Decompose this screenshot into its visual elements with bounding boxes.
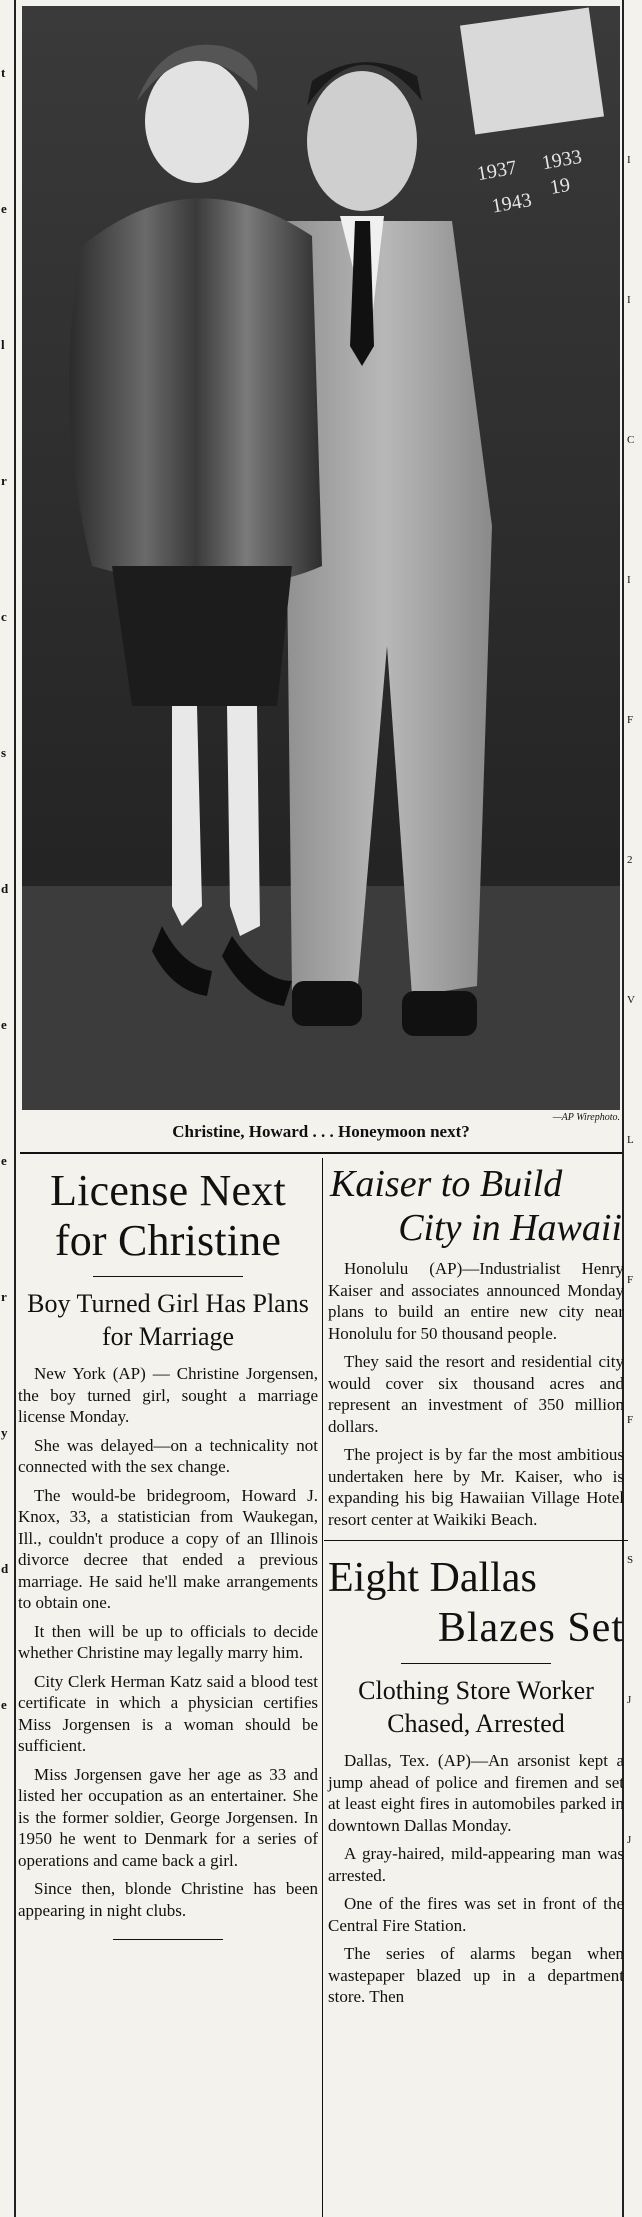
story-dallas-subhead: Clothing Store Worker Chased, Arrested [358,1676,594,1738]
story-license-subhead: Boy Turned Girl Has Plans for Marriage [27,1289,309,1351]
edge-fragment: 2 [627,854,633,866]
edge-fragment: e [1,1697,7,1712]
edge-fragment: F [627,1274,634,1286]
paragraph: The would-be bridegroom, Howard J. Knox, 33, a statistician from Waukegan, Ill., couldn't produce a copy of an Illinois divorce decree that ended a previous marriage. He said he'll make arrangements to obtain one. [18,1485,318,1612]
paragraph: She was delayed—on a technicality not connected with the sex change. [18,1435,318,1476]
headline-line-1: Kaiser to Build [330,1163,563,1205]
edge-fragment: d [1,881,9,896]
edge-fragment: t [1,65,6,80]
headline-rule [93,1276,243,1277]
story-kaiser-body [328,1258,624,1530]
headline-line-2: for Christine [54,1216,282,1265]
paragraph: The project is by far the most ambitious undertaken here by Mr. Kaiser, who is expanding his big Hawaiian Village Hotel resort center at Waikiki Beach. [328,1445,624,1529]
story-license [18,1160,318,1940]
edge-fragment: S [627,1554,634,1566]
right-edge-fragments [622,0,642,2217]
paragraph: City Clerk Herman Katz said a blood test certificate in which a physician certifies Miss Jorgensen is a woman should be sufficient. [18,1671,318,1755]
photo-image [22,6,620,1110]
story-end-rule [113,1939,223,1940]
paragraph: Dallas, Tex. (AP)—An arsonist kept a jump ahead of police and firemen and set at least eight fires in automobiles parked in downtown Dallas Monday. [328,1751,624,1835]
paragraph: Miss Jorgensen gave her age as 33 and listed her occupation as an entertainer. She is the former soldier, George Jorgensen. In 1950 he went to Denmark for a series of operations and came back a girl. [18,1764,318,1870]
story-kaiser-headline [328,1162,624,1250]
edge-fragment: J [627,1694,632,1706]
story-dallas-body [328,1750,624,2008]
edge-fragment: F [627,714,634,726]
edge-fragment: I [627,294,631,306]
story-kaiser-and-dallas [328,1160,624,2015]
edge-fragment: V [627,994,635,1006]
left-edge-fragments [0,0,16,2217]
story-separator [324,1540,628,1541]
edge-fragment: L [627,1134,634,1146]
headline-line-1: License Next [50,1166,286,1215]
photo-credit: —AP Wirephoto. [552,1112,620,1123]
sign-number-1: 1937 [475,156,519,186]
edge-fragment: d [1,1561,9,1576]
paragraph: One of the fires was set in front of the Central Fire Station. [328,1894,624,1935]
story-license-body [18,1363,318,1921]
headline-line-1: Eight Dallas [328,1555,537,1601]
edge-fragment: e [1,1153,7,1168]
headline-line-2: Blazes Set [437,1605,624,1651]
edge-fragment: r [1,1289,7,1304]
edge-fragment: r [1,473,7,488]
paragraph: Since then, blonde Christine has been appearing in night clubs. [18,1879,318,1920]
sign-number-4: 1943 [490,188,534,218]
sign-number-2: 1933 [540,145,584,175]
edge-fragment: J [627,1834,632,1846]
story-dallas-headline [328,1553,624,1653]
column-divider [322,1158,323,2217]
sign-number-3: 19 [548,173,572,199]
paragraph: A gray-haired, mild-appearing man was arrested. [328,1844,624,1885]
news-photo [22,6,620,1110]
paragraph: Honolulu (AP)—Industrialist Henry Kaiser and associates announced Monday plans to build an entire new city near Honolulu for 50 thousand people. [328,1259,624,1343]
caption-rule [20,1152,622,1154]
headline-rule [401,1663,551,1664]
edge-fragment: F [627,1414,634,1426]
edge-fragment: s [1,745,7,760]
paragraph: They said the resort and residential city would cover six thousand acres and represent an investment of 350 million dollars. [328,1352,624,1436]
edge-fragment: I [627,154,631,166]
edge-fragment: y [1,1425,8,1440]
headline-line-2: City in Hawaii [398,1207,622,1249]
edge-fragment: I [627,574,631,586]
paragraph: The series of alarms began when wastepaper blazed up in a department store. Then [328,1944,624,2006]
photo-caption: Christine, Howard . . . Honeymoon next? [172,1122,470,1141]
edge-fragment: e [1,1017,7,1032]
paragraph: New York (AP) — Christine Jorgensen, the boy turned girl, sought a marriage license Monday. [18,1364,318,1426]
edge-fragment: c [1,609,7,624]
edge-fragment: e [1,201,7,216]
edge-fragment: C [627,434,635,446]
edge-fragment: l [1,337,5,352]
story-license-headline [18,1166,318,1266]
paragraph: It then will be up to officials to decide whether Christine may legally marry him. [18,1621,318,1662]
